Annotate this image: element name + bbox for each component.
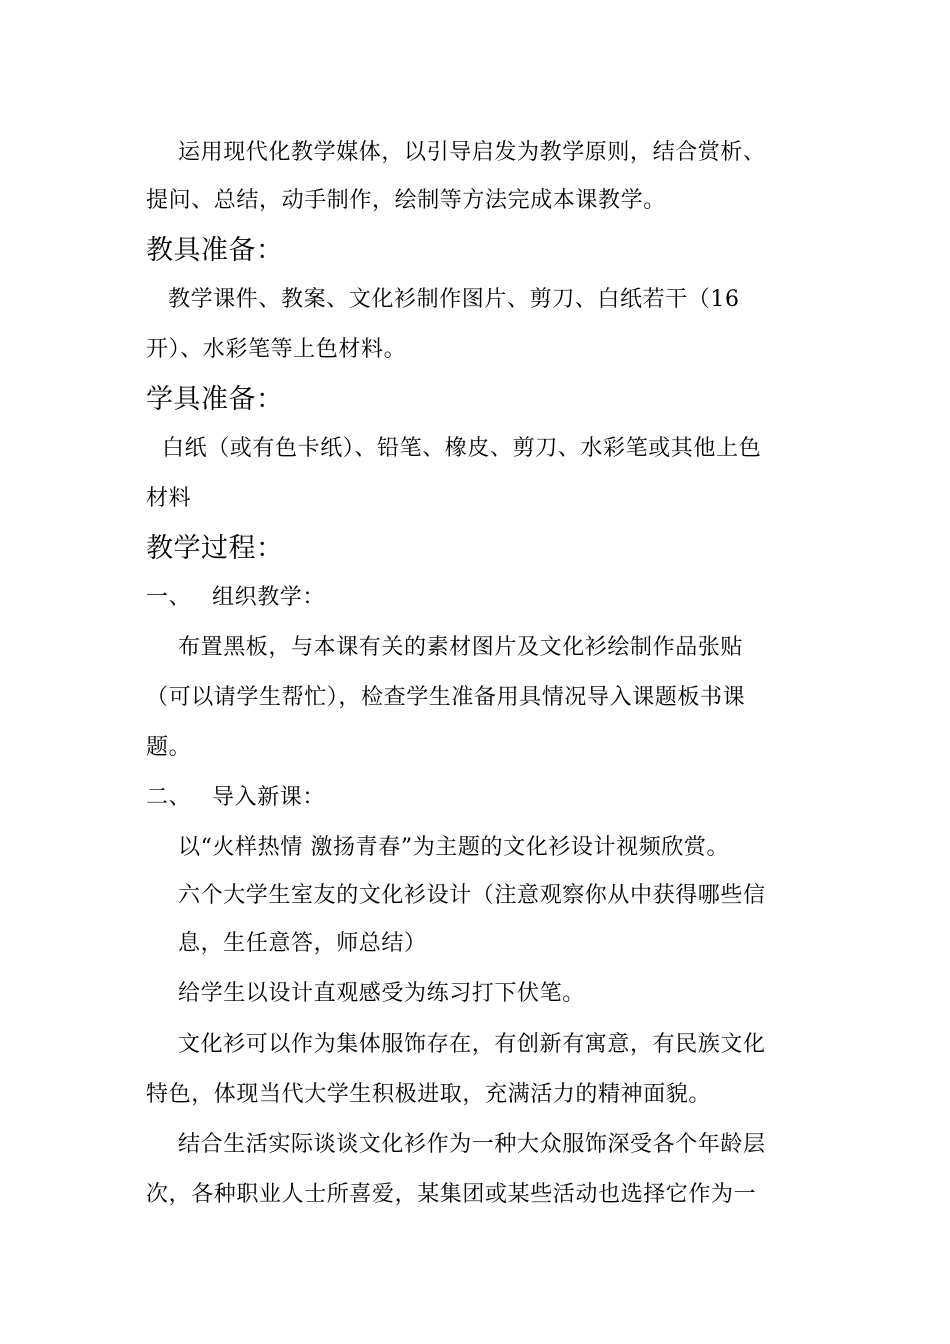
step-2-line-7: 结合生活实际谈谈文化衫作为一种大众服饰深受各个年龄层 <box>178 1132 766 1157</box>
step-1-line-2: （可以请学生帮忙），检查学生准备用具情况导入课题板书课 <box>146 685 746 710</box>
step-2-line-4: 给学生以设计直观感受为练习打下伏笔。 <box>178 981 585 1006</box>
step-2-heading <box>146 783 816 813</box>
step-2-line-6: 特色，体现当代大学生积极进取，充满活力的精神面貌。 <box>146 1082 712 1107</box>
teacher-prep-heading: 教具准备： <box>146 235 284 266</box>
step-1-line-3: 题。 <box>146 735 192 760</box>
step-1-number: 一、 <box>146 585 192 610</box>
step-2-number: 二、 <box>146 785 192 810</box>
step-1-title: 组织教学： <box>212 585 326 610</box>
step-2-line-1: 以“火样热情 激扬青春”为主题的文化衫设计视频欣赏。 <box>178 835 730 860</box>
step-1-heading <box>146 583 816 613</box>
method-paragraph-line-2: 提问、总结，动手制作，绘制等方法完成本课教学。 <box>146 188 666 213</box>
step-2-line-8: 次，各种职业人士所喜爱，某集团或某些活动也选择它作为一 <box>146 1182 757 1207</box>
teacher-prep-line-1: 教学课件、教案、文化衫制作图片、剪刀、白纸若干（16 <box>168 287 740 312</box>
teacher-prep-line-2: 开）、水彩笔等上色材料。 <box>146 337 407 362</box>
step-2-line-3: 息，生任意答，师总结） <box>178 931 427 956</box>
step-2-title: 导入新课： <box>212 785 326 810</box>
step-1-line-1: 布置黑板，与本课有关的素材图片及文化衫绘制作品张贴 <box>178 635 744 660</box>
process-heading: 教学过程： <box>146 533 284 564</box>
method-paragraph-line-1: 运用现代化教学媒体，以引导启发为教学原则，结合赏析、 <box>178 140 766 165</box>
step-2-line-2: 六个大学生室友的文化衫设计（注意观察你从中获得哪些信 <box>178 883 766 908</box>
student-prep-line-2: 材料 <box>146 486 192 511</box>
step-2-line-5: 文化衫可以作为集体服饰存在，有创新有寓意，有民族文化 <box>178 1032 766 1057</box>
student-prep-heading: 学具准备： <box>146 384 284 415</box>
student-prep-line-1: 白纸（或有色卡纸）、铅笔、橡皮、剪刀、水彩笔或其他上色 <box>162 436 762 461</box>
